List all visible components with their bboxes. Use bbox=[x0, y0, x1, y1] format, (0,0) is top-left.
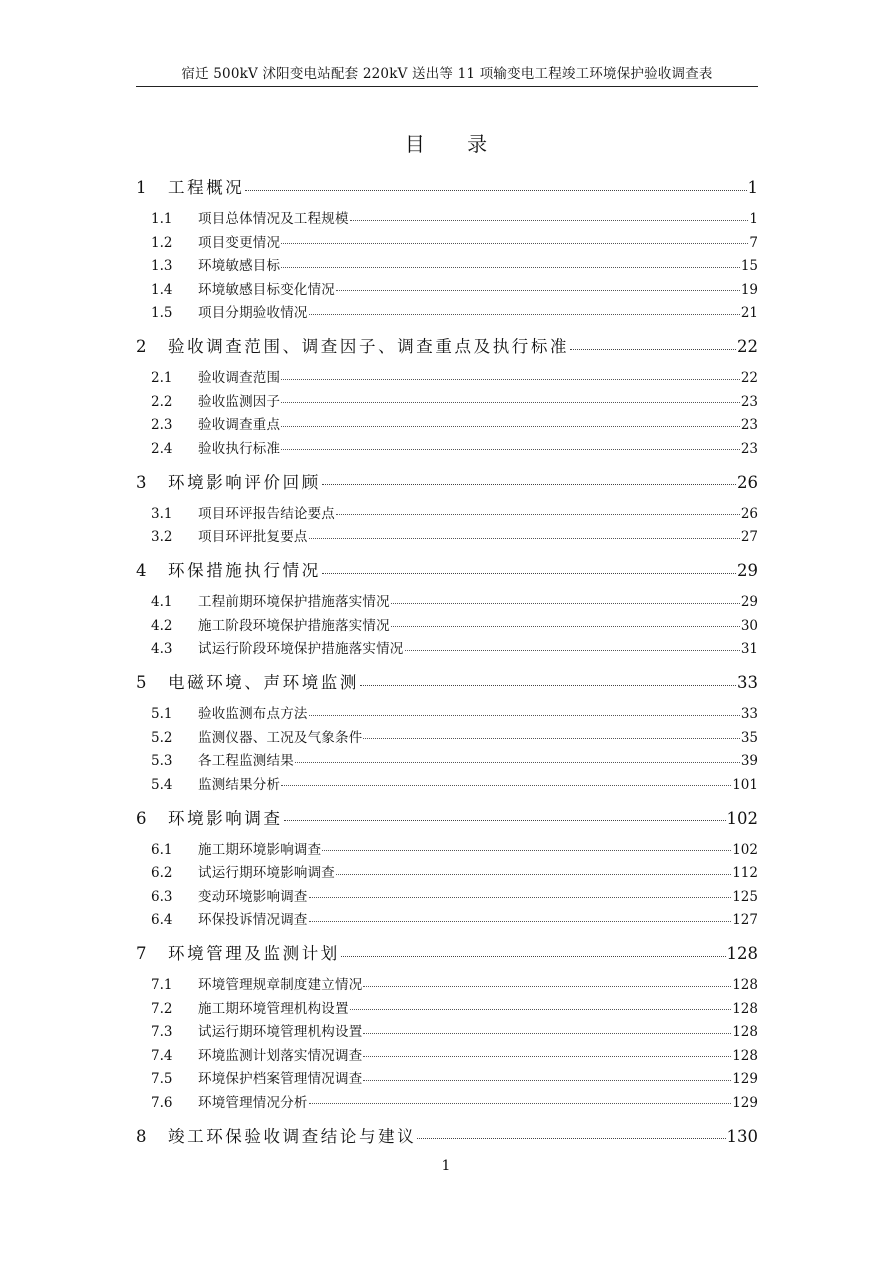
toc-subentry-title: 各工程监测结果 bbox=[198, 753, 294, 769]
toc-entry-title: 环保措施执行情况 bbox=[168, 561, 321, 580]
toc-entry-page: 29 bbox=[737, 561, 758, 580]
toc-subentry-number: 2.1 bbox=[151, 370, 173, 386]
toc-subentry-page: 19 bbox=[740, 281, 758, 298]
toc-subentry-4-2[interactable] bbox=[136, 614, 758, 638]
dot-leader bbox=[284, 808, 726, 821]
toc-entry-number: 5 bbox=[136, 673, 147, 692]
toc-subentry-title: 验收监测布点方法 bbox=[198, 706, 308, 722]
toc-subentry-number: 1.4 bbox=[151, 281, 173, 298]
toc-subentry-2-1[interactable] bbox=[136, 366, 758, 390]
toc-subentry-number: 7.5 bbox=[151, 1071, 173, 1087]
toc-subentry-title: 施工期环境影响调查 bbox=[198, 841, 322, 858]
toc-entry-number: 1 bbox=[136, 178, 147, 197]
toc-subentry-4-3[interactable] bbox=[136, 637, 758, 661]
toc-subentry-title: 试运行期环境影响调查 bbox=[198, 865, 335, 881]
toc-entry-1[interactable] bbox=[136, 174, 758, 197]
toc-subentry-page: 129 bbox=[732, 1094, 758, 1111]
toc-subentry-title: 试运行期环境管理机构设置 bbox=[198, 1024, 363, 1040]
toc-title: 目 录 bbox=[404, 132, 506, 156]
toc-subentry-number: 3.1 bbox=[151, 505, 173, 522]
toc-entry-7[interactable] bbox=[136, 940, 758, 963]
dot-leader bbox=[322, 841, 731, 851]
dot-leader bbox=[350, 211, 749, 221]
toc-subentry-number: 2.4 bbox=[151, 440, 173, 457]
toc-subentry-3-1[interactable] bbox=[136, 502, 758, 526]
toc-subentry-page: 35 bbox=[740, 729, 758, 746]
toc-subentry-title: 项目环评批复要点 bbox=[198, 529, 308, 545]
toc-subentry-6-1[interactable] bbox=[136, 838, 758, 862]
toc-subentry-title: 环境管理规章制度建立情况 bbox=[198, 977, 363, 993]
toc-subentry-7-4[interactable] bbox=[136, 1044, 758, 1068]
toc-subentry-5-1[interactable] bbox=[136, 702, 758, 726]
toc-subentry-number: 6.4 bbox=[151, 912, 173, 928]
toc-subentry-5-3[interactable] bbox=[136, 749, 758, 773]
toc-subentry-1-5[interactable] bbox=[136, 301, 758, 325]
dot-leader bbox=[363, 729, 739, 739]
toc-subentry-title: 项目环评报告结论要点 bbox=[198, 505, 335, 522]
toc-subentry-page: 15 bbox=[740, 258, 758, 274]
toc-entry-title: 工程概况 bbox=[168, 178, 245, 197]
toc-entry-title: 环境管理及监测计划 bbox=[168, 944, 340, 963]
dot-leader bbox=[363, 1071, 731, 1081]
toc-subentry-number: 1.2 bbox=[151, 234, 173, 251]
toc-entry-title: 环境影响调查 bbox=[168, 808, 283, 828]
toc-entry-page: 26 bbox=[737, 472, 758, 492]
toc-subentry-number: 2.3 bbox=[151, 417, 173, 433]
toc-subentry-page: 22 bbox=[740, 370, 758, 386]
running-header: 宿迁 500kV 沭阳变电站配套 220kV 送出等 11 项输变电工程竣工环境保护验收调查表 bbox=[136, 62, 758, 87]
toc-subentry-number: 4.1 bbox=[151, 594, 173, 610]
toc-entry-number: 2 bbox=[136, 337, 147, 356]
toc-subentry-title: 施工期环境管理机构设置 bbox=[198, 1000, 349, 1017]
toc-subentry-page: 23 bbox=[740, 393, 758, 410]
toc-subentry-1-4[interactable] bbox=[136, 278, 758, 302]
table-of-contents bbox=[136, 174, 758, 1146]
toc-subentry-number: 5.4 bbox=[151, 776, 173, 793]
toc-subentry-title: 验收调查范围 bbox=[198, 370, 281, 386]
toc-subentry-page: 101 bbox=[732, 776, 758, 793]
toc-subentry-2-2[interactable] bbox=[136, 390, 758, 414]
toc-entry-2[interactable] bbox=[136, 333, 758, 356]
toc-subentry-number: 5.3 bbox=[151, 753, 173, 769]
toc-subentry-title: 验收监测因子 bbox=[198, 393, 281, 410]
toc-entry-title: 竣工环保验收调查结论与建议 bbox=[168, 1126, 417, 1146]
toc-subentry-7-2[interactable] bbox=[136, 997, 758, 1021]
dot-leader bbox=[391, 617, 740, 627]
dot-leader bbox=[363, 1024, 731, 1034]
toc-subentry-title: 环境监测计划落实情况调查 bbox=[198, 1047, 363, 1064]
dot-leader bbox=[309, 529, 740, 539]
dot-leader bbox=[363, 977, 731, 987]
toc-subentry-title: 施工阶段环境保护措施落实情况 bbox=[198, 617, 390, 634]
toc-subentry-2-4[interactable] bbox=[136, 437, 758, 461]
dot-leader bbox=[336, 865, 731, 875]
toc-entry-number: 8 bbox=[136, 1126, 147, 1146]
toc-subentry-title: 项目变更情况 bbox=[198, 234, 281, 251]
toc-entry-page: 102 bbox=[726, 808, 758, 828]
dot-leader bbox=[391, 594, 740, 604]
dot-leader bbox=[322, 561, 736, 574]
toc-subentry-title: 环境管理情况分析 bbox=[198, 1094, 308, 1111]
toc-subentry-page: 7 bbox=[749, 234, 758, 251]
toc-entry-page: 130 bbox=[726, 1126, 758, 1146]
toc-subentry-number: 4.3 bbox=[151, 641, 173, 657]
toc-subentry-page: 31 bbox=[740, 641, 758, 657]
dot-leader bbox=[281, 258, 740, 268]
dot-leader bbox=[281, 417, 740, 427]
toc-subentry-number: 4.2 bbox=[151, 617, 173, 634]
toc-subentry-page: 127 bbox=[732, 912, 758, 928]
dot-leader bbox=[281, 776, 731, 786]
dot-leader bbox=[336, 505, 740, 515]
toc-subentry-page: 129 bbox=[732, 1071, 758, 1087]
toc-subentry-page: 1 bbox=[749, 211, 758, 227]
toc-entry-8[interactable] bbox=[136, 1123, 758, 1146]
toc-subentry-number: 5.2 bbox=[151, 729, 173, 746]
toc-subentry-title: 环保投诉情况调查 bbox=[198, 912, 308, 928]
toc-subentry-1-2[interactable] bbox=[136, 231, 758, 255]
toc-subentry-page: 128 bbox=[732, 977, 758, 993]
toc-entry-page: 33 bbox=[737, 673, 758, 692]
toc-subentry-5-2[interactable] bbox=[136, 726, 758, 750]
toc-subentry-page: 102 bbox=[732, 841, 758, 858]
dot-leader bbox=[322, 472, 736, 485]
toc-entry-5[interactable] bbox=[136, 669, 758, 692]
dot-leader bbox=[417, 1126, 725, 1139]
toc-subentry-number: 7.4 bbox=[151, 1047, 173, 1064]
toc-subentry-number: 1.5 bbox=[151, 305, 173, 321]
toc-entry-4[interactable] bbox=[136, 557, 758, 580]
dot-leader bbox=[341, 944, 726, 957]
toc-subentry-title: 项目总体情况及工程规模 bbox=[198, 211, 349, 227]
toc-subentry-number: 2.2 bbox=[151, 393, 173, 410]
toc-entry-page: 1 bbox=[747, 178, 758, 197]
dot-leader bbox=[350, 1000, 732, 1010]
toc-subentry-title: 工程前期环境保护措施落实情况 bbox=[198, 594, 390, 610]
toc-subentry-6-2[interactable] bbox=[136, 861, 758, 885]
toc-subentry-title: 环境敏感目标变化情况 bbox=[198, 281, 335, 298]
toc-subentry-7-1[interactable] bbox=[136, 973, 758, 997]
toc-subentry-page: 26 bbox=[740, 505, 758, 522]
toc-subentry-3-2[interactable] bbox=[136, 525, 758, 549]
toc-subentry-number: 6.1 bbox=[151, 841, 173, 858]
toc-subentry-number: 7.2 bbox=[151, 1000, 173, 1017]
toc-subentry-number: 5.1 bbox=[151, 706, 173, 722]
toc-subentry-page: 125 bbox=[732, 888, 758, 905]
dot-leader bbox=[295, 753, 740, 763]
toc-subentry-title: 监测仪器、工况及气象条件 bbox=[198, 729, 363, 746]
page-number: 1 bbox=[441, 1158, 451, 1174]
dot-leader bbox=[405, 641, 740, 651]
dot-leader bbox=[309, 888, 732, 898]
toc-subentry-page: 30 bbox=[740, 617, 758, 634]
toc-subentry-page: 23 bbox=[740, 440, 758, 457]
toc-subentry-title: 试运行阶段环境保护措施落实情况 bbox=[198, 641, 404, 657]
toc-subentry-7-6[interactable] bbox=[136, 1091, 758, 1115]
dot-leader bbox=[309, 706, 740, 716]
toc-entry-title: 验收调查范围、调查因子、调查重点及执行标准 bbox=[168, 337, 570, 356]
toc-subentry-page: 128 bbox=[732, 1024, 758, 1040]
toc-entry-3[interactable] bbox=[136, 469, 758, 492]
dot-leader bbox=[281, 440, 740, 450]
toc-subentry-title: 项目分期验收情况 bbox=[198, 305, 308, 321]
dot-leader bbox=[309, 1094, 732, 1104]
toc-subentry-page: 21 bbox=[740, 305, 758, 321]
dot-leader bbox=[309, 305, 740, 315]
toc-subentry-6-3[interactable] bbox=[136, 885, 758, 909]
toc-entry-number: 3 bbox=[136, 472, 147, 492]
dot-leader bbox=[363, 1047, 731, 1057]
toc-entry-number: 4 bbox=[136, 561, 147, 580]
toc-subentry-title: 变动环境影响调查 bbox=[198, 888, 308, 905]
toc-subentry-number: 7.1 bbox=[151, 977, 173, 993]
toc-subentry-page: 39 bbox=[740, 753, 758, 769]
toc-subentry-number: 7.6 bbox=[151, 1094, 173, 1111]
toc-subentry-number: 7.3 bbox=[151, 1024, 173, 1040]
toc-subentry-6-4[interactable] bbox=[136, 908, 758, 932]
dot-leader bbox=[336, 281, 740, 291]
toc-entry-page: 128 bbox=[726, 944, 758, 963]
toc-subentry-page: 29 bbox=[740, 594, 758, 610]
toc-subentry-number: 6.2 bbox=[151, 865, 173, 881]
toc-subentry-page: 112 bbox=[732, 865, 758, 881]
toc-subentry-7-3[interactable] bbox=[136, 1020, 758, 1044]
dot-leader bbox=[281, 393, 740, 403]
toc-entry-6[interactable] bbox=[136, 805, 758, 828]
toc-entry-title: 电磁环境、声环境监测 bbox=[168, 673, 359, 692]
dot-leader bbox=[360, 673, 736, 686]
toc-subentry-5-4[interactable] bbox=[136, 773, 758, 797]
toc-subentry-title: 验收执行标准 bbox=[198, 440, 281, 457]
toc-subentry-7-5[interactable] bbox=[136, 1067, 758, 1091]
toc-subentry-2-3[interactable] bbox=[136, 413, 758, 437]
toc-subentry-title: 验收调查重点 bbox=[198, 417, 281, 433]
toc-subentry-number: 1.1 bbox=[151, 211, 173, 227]
dot-leader bbox=[309, 912, 732, 922]
toc-subentry-title: 监测结果分析 bbox=[198, 776, 281, 793]
toc-entry-title: 环境影响评价回顾 bbox=[168, 472, 321, 492]
dot-leader bbox=[245, 178, 746, 191]
toc-subentry-page: 27 bbox=[740, 529, 758, 545]
toc-subentry-1-3[interactable] bbox=[136, 254, 758, 278]
toc-subentry-page: 128 bbox=[732, 1000, 758, 1017]
toc-entry-page: 22 bbox=[737, 337, 758, 356]
dot-leader bbox=[281, 370, 740, 380]
dot-leader bbox=[570, 337, 736, 350]
toc-subentry-number: 3.2 bbox=[151, 529, 173, 545]
toc-subentry-page: 128 bbox=[732, 1047, 758, 1064]
toc-subentry-1-1[interactable] bbox=[136, 207, 758, 231]
toc-subentry-4-1[interactable] bbox=[136, 590, 758, 614]
toc-entry-number: 6 bbox=[136, 808, 147, 828]
toc-subentry-title: 环境保护档案管理情况调查 bbox=[198, 1071, 363, 1087]
toc-subentry-number: 1.3 bbox=[151, 258, 173, 274]
dot-leader bbox=[281, 234, 748, 244]
toc-subentry-title: 环境敏感目标 bbox=[198, 258, 281, 274]
toc-entry-number: 7 bbox=[136, 944, 147, 963]
toc-subentry-number: 6.3 bbox=[151, 888, 173, 905]
toc-subentry-page: 23 bbox=[740, 417, 758, 433]
toc-subentry-page: 33 bbox=[740, 706, 758, 722]
